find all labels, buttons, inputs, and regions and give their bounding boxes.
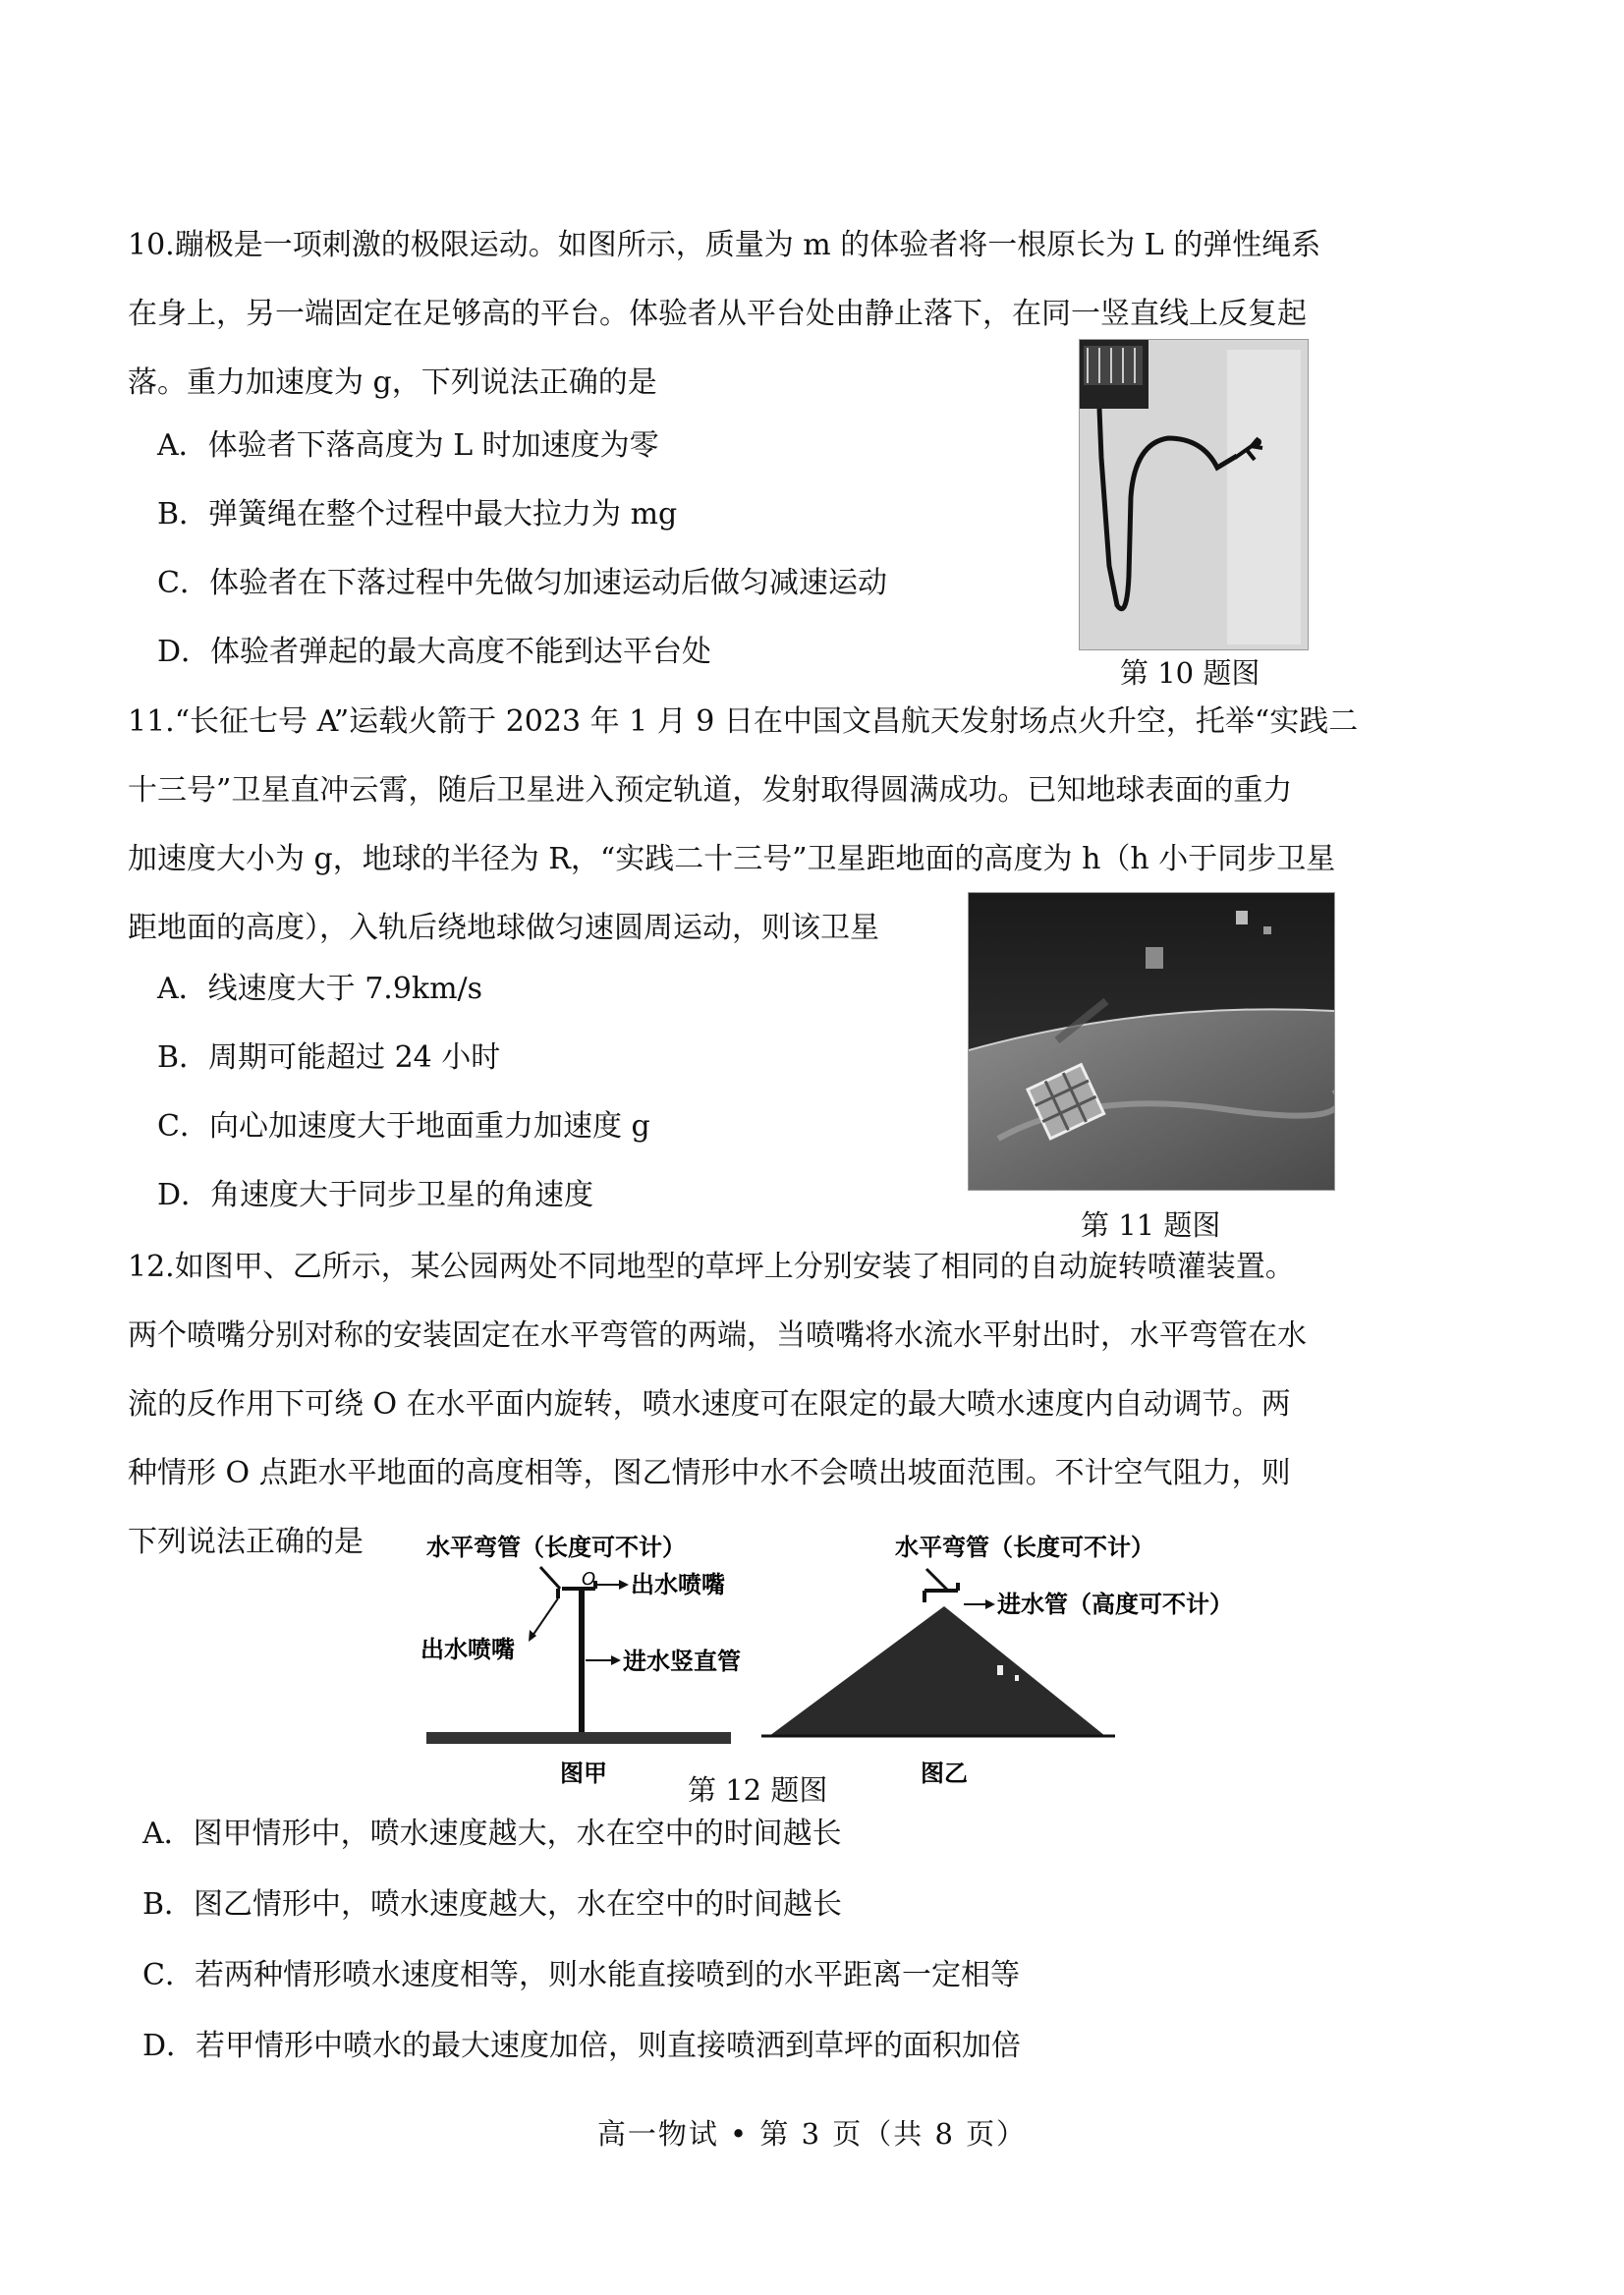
q11-line: 加速度大小为 g，地球的半径为 R，“实践二十三号”卫星距地面的高度为 h（h 小于同步卫星	[128, 842, 1336, 876]
q12-line: 流的反作用下可绕 O 在水平面内旋转，喷水速度可在限定的最大喷水速度内自动调节。两	[128, 1387, 1291, 1422]
q12-line: 两个喷嘴分别对称的安装固定在水平弯管的两端，当喷嘴将水流水平射出时，水平弯管在水	[128, 1318, 1307, 1353]
q10-line: 10.蹦极是一项刺激的极限运动。如图所示，质量为 m 的体验者将一根原长为 L 的弹性绳系	[128, 228, 1321, 262]
q10-caption: 第 10 题图	[1120, 656, 1260, 690]
fig-a-label-nozzle-left: 出水喷嘴	[420, 1636, 515, 1663]
q10-option-d: D．体验者弹起的最大高度不能到达平台处	[157, 635, 712, 669]
q11-option-a: A．线速度大于 7.9km/s	[157, 972, 483, 1006]
q11-line: 距地面的高度），入轨后绕地球做匀速圆周运动，则该卫星	[128, 911, 879, 945]
figure-b-sprinkler-slope	[761, 1528, 1253, 1793]
q12-stem	[128, 1233, 1356, 1577]
fig-a-label-inlet-pipe: 进水竖直管	[623, 1648, 741, 1675]
page-footer: 高一物试 • 第 3 页（共 8 页）	[596, 2117, 1028, 2151]
q12-option-b: B．图乙情形中，喷水速度越大，水在空中的时间越长	[142, 1887, 843, 1922]
fig-b-label-bend-pipe: 水平弯管（长度可不计）	[895, 1534, 1154, 1561]
fig-b-name: 图乙	[921, 1760, 968, 1787]
fig-b-label-inlet-pipe: 进水管（高度可不计）	[997, 1591, 1233, 1618]
q10-option-c: C．体验者在下落过程中先做匀加速运动后做匀减速运动	[157, 566, 887, 600]
q10-line: 在身上，另一端固定在足够高的平台。体验者从平台处由静止落下，在同一竖直线上反复起	[128, 297, 1307, 331]
q10-option-b: B．弹簧绳在整个过程中最大拉力为 mg	[157, 497, 678, 532]
q12-option-d: D．若甲情形中喷水的最大速度加倍，则直接喷洒到草坪的面积加倍	[142, 2029, 1022, 2063]
fig-a-point-o: O	[582, 1569, 596, 1590]
q12-line: 下列说法正确的是	[128, 1525, 364, 1559]
q12-option-a: A．图甲情形中，喷水速度越大，水在空中的时间越长	[142, 1817, 842, 1851]
q10-option-a: A．体验者下落高度为 L 时加速度为零	[157, 428, 659, 463]
fig-a-label-bend-pipe: 水平弯管（长度可不计）	[426, 1534, 686, 1561]
q11-option-b: B．周期可能超过 24 小时	[157, 1040, 501, 1075]
q12-line: 12.如图甲、乙所示，某公园两处不同地型的草坪上分别安装了相同的自动旋转喷灌装置。	[128, 1250, 1295, 1284]
satellite-photo	[968, 892, 1335, 1191]
q11-option-d: D．角速度大于同步卫星的角速度	[157, 1178, 594, 1212]
q12-caption: 第 12 题图	[688, 1773, 828, 1807]
q11-caption: 第 11 题图	[1081, 1208, 1221, 1242]
q12-line: 种情形 O 点距水平地面的高度相等，图乙情形中水不会喷出坡面范围。不计空气阻力，则	[128, 1456, 1291, 1490]
fig-a-label-nozzle-right: 出水喷嘴	[631, 1571, 725, 1598]
q12-option-c: C．若两种情形喷水速度相等，则水能直接喷到的水平距离一定相等	[142, 1958, 1020, 1992]
q11-line: 十三号”卫星直冲云霄，随后卫星进入预定轨道，发射取得圆满成功。已知地球表面的重力	[128, 773, 1293, 808]
q11-line: 11.“长征七号 A”运载火箭于 2023 年 1 月 9 日在中国文昌航天发射场点火升空，托举“实践二	[128, 704, 1359, 739]
q11-option-c: C．向心加速度大于地面重力加速度 g	[157, 1109, 650, 1144]
q10-line: 落。重力加速度为 g，下列说法正确的是	[128, 365, 657, 400]
bungee-photo	[1079, 339, 1309, 650]
figure-a-sprinkler-flat	[413, 1528, 747, 1793]
fig-a-name: 图甲	[560, 1760, 607, 1787]
